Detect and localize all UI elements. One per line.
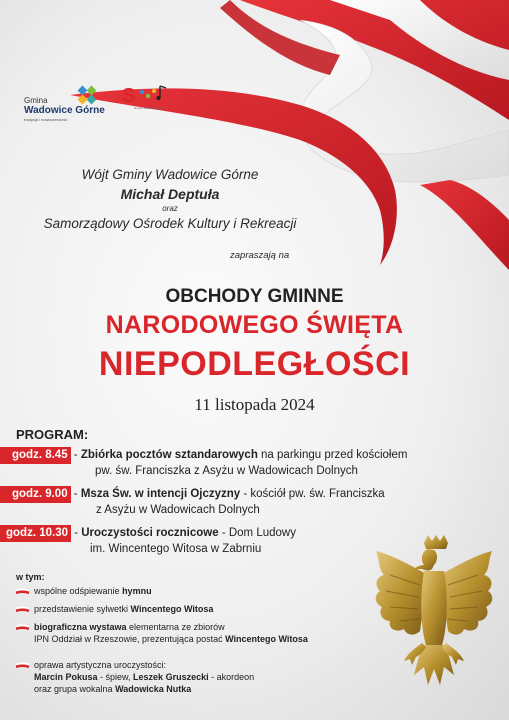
svg-text:S: S — [122, 85, 136, 107]
host-line-2: Michał Deptuła — [120, 186, 220, 202]
event-location-line-2: pw. św. Franciszka z Asyżu w Wadowicach Dolnych — [95, 465, 358, 477]
detail-bold: hymnu — [122, 586, 152, 596]
program-heading: PROGRAM: — [16, 427, 89, 442]
host-line-1: Wójt Gminy Wadowice Górne — [81, 167, 259, 182]
gmina-logo-label: Gmina — [24, 96, 48, 105]
event-location-line-2: z Asyżu w Wadowicach Dolnych — [96, 504, 260, 516]
detail-text: oraz grupa wokalna — [34, 684, 116, 694]
title-line-1: OBCHODY GMINNE — [165, 286, 344, 307]
event-separator: - — [70, 449, 81, 461]
gmina-logo-name: Wadowice Górne — [24, 105, 105, 116]
performer-role: - śpiew, — [97, 672, 134, 682]
event-location: na parkingu przed kościołem — [257, 449, 408, 461]
detail-item-art — [16, 659, 254, 695]
detail-text: IPN Oddział w Rzeszowie, prezentująca postać — [34, 634, 226, 644]
event-title: Zbiórka pocztów sztandarowych — [80, 449, 258, 461]
gmina-logo — [24, 84, 114, 122]
program-event — [0, 447, 407, 479]
event-location-line-2: im. Wincentego Witosa w Zabrniu — [90, 543, 262, 555]
polish-flag-bullet-icon — [16, 624, 29, 631]
polish-flag-bullet-icon — [16, 606, 29, 613]
performer-group: Wadowicka Nutka — [115, 684, 192, 694]
detail-item-exhibition — [16, 621, 308, 645]
gmina-logo-tagline: tradycja i nowoczesność — [24, 117, 68, 122]
event-date: 11 listopada 2024 — [194, 395, 315, 414]
performer-name: Marcin Pokusa — [34, 672, 98, 682]
performer-name: Leszek Gruszecki — [133, 672, 209, 682]
detail-bold: Wincentego Witosa — [130, 604, 214, 614]
polish-flag-bullet-icon — [16, 588, 29, 595]
logos-area — [10, 78, 210, 128]
event-separator: - — [71, 527, 82, 539]
detail-item — [16, 603, 213, 615]
detail-item — [16, 585, 152, 597]
title-line-2: NARODOWEGO ŚWIĘTA — [105, 311, 404, 339]
performer-role: - akordeon — [208, 672, 255, 682]
sokir-logo — [120, 82, 180, 114]
sokir-logo-caption: Gmina Wadowice Górne — [134, 106, 167, 110]
white-eagle-emblem — [370, 535, 498, 705]
title-line-3: NIEPODLEGŁOŚCI — [98, 345, 411, 383]
host-line-3: oraz — [162, 204, 178, 213]
hosts-block — [0, 166, 340, 233]
program-event — [0, 525, 296, 557]
gmina-logo-icon — [76, 84, 98, 106]
polish-flag-bullet-icon — [16, 662, 29, 669]
detail-text: oprawa artystyczna uroczystości: — [34, 660, 167, 670]
event-title: Uroczystości rocznicowe — [81, 527, 219, 539]
event-location: - kościół pw. św. Franciszka — [240, 488, 385, 500]
detail-bold: Wincentego Witosa — [225, 634, 308, 644]
event-time-badge: godz. 8.45 — [0, 447, 71, 464]
sokir-logo-icon — [120, 82, 180, 108]
program-event — [0, 486, 385, 518]
host-line-4: Samorządowy Ośrodek Kultury i Rekreacji — [43, 216, 297, 231]
invite-text: zapraszają na — [230, 250, 290, 261]
detail-bold: biograficzna wystawa — [34, 622, 127, 632]
event-time-badge: godz. 9.00 — [0, 486, 71, 503]
detail-text: wspólne odśpiewanie — [34, 586, 123, 596]
details-heading: w tym: — [16, 572, 45, 582]
event-separator: - — [70, 488, 81, 500]
event-title: Msza Św. w intencji Ojczyzny — [80, 488, 241, 500]
event-time-badge: godz. 10.30 — [0, 525, 71, 542]
detail-text: elementarna ze zbiorów — [126, 622, 225, 632]
event-location: - Dom Ludowy — [218, 527, 296, 539]
detail-text: przedstawienie sylwetki — [34, 604, 131, 614]
